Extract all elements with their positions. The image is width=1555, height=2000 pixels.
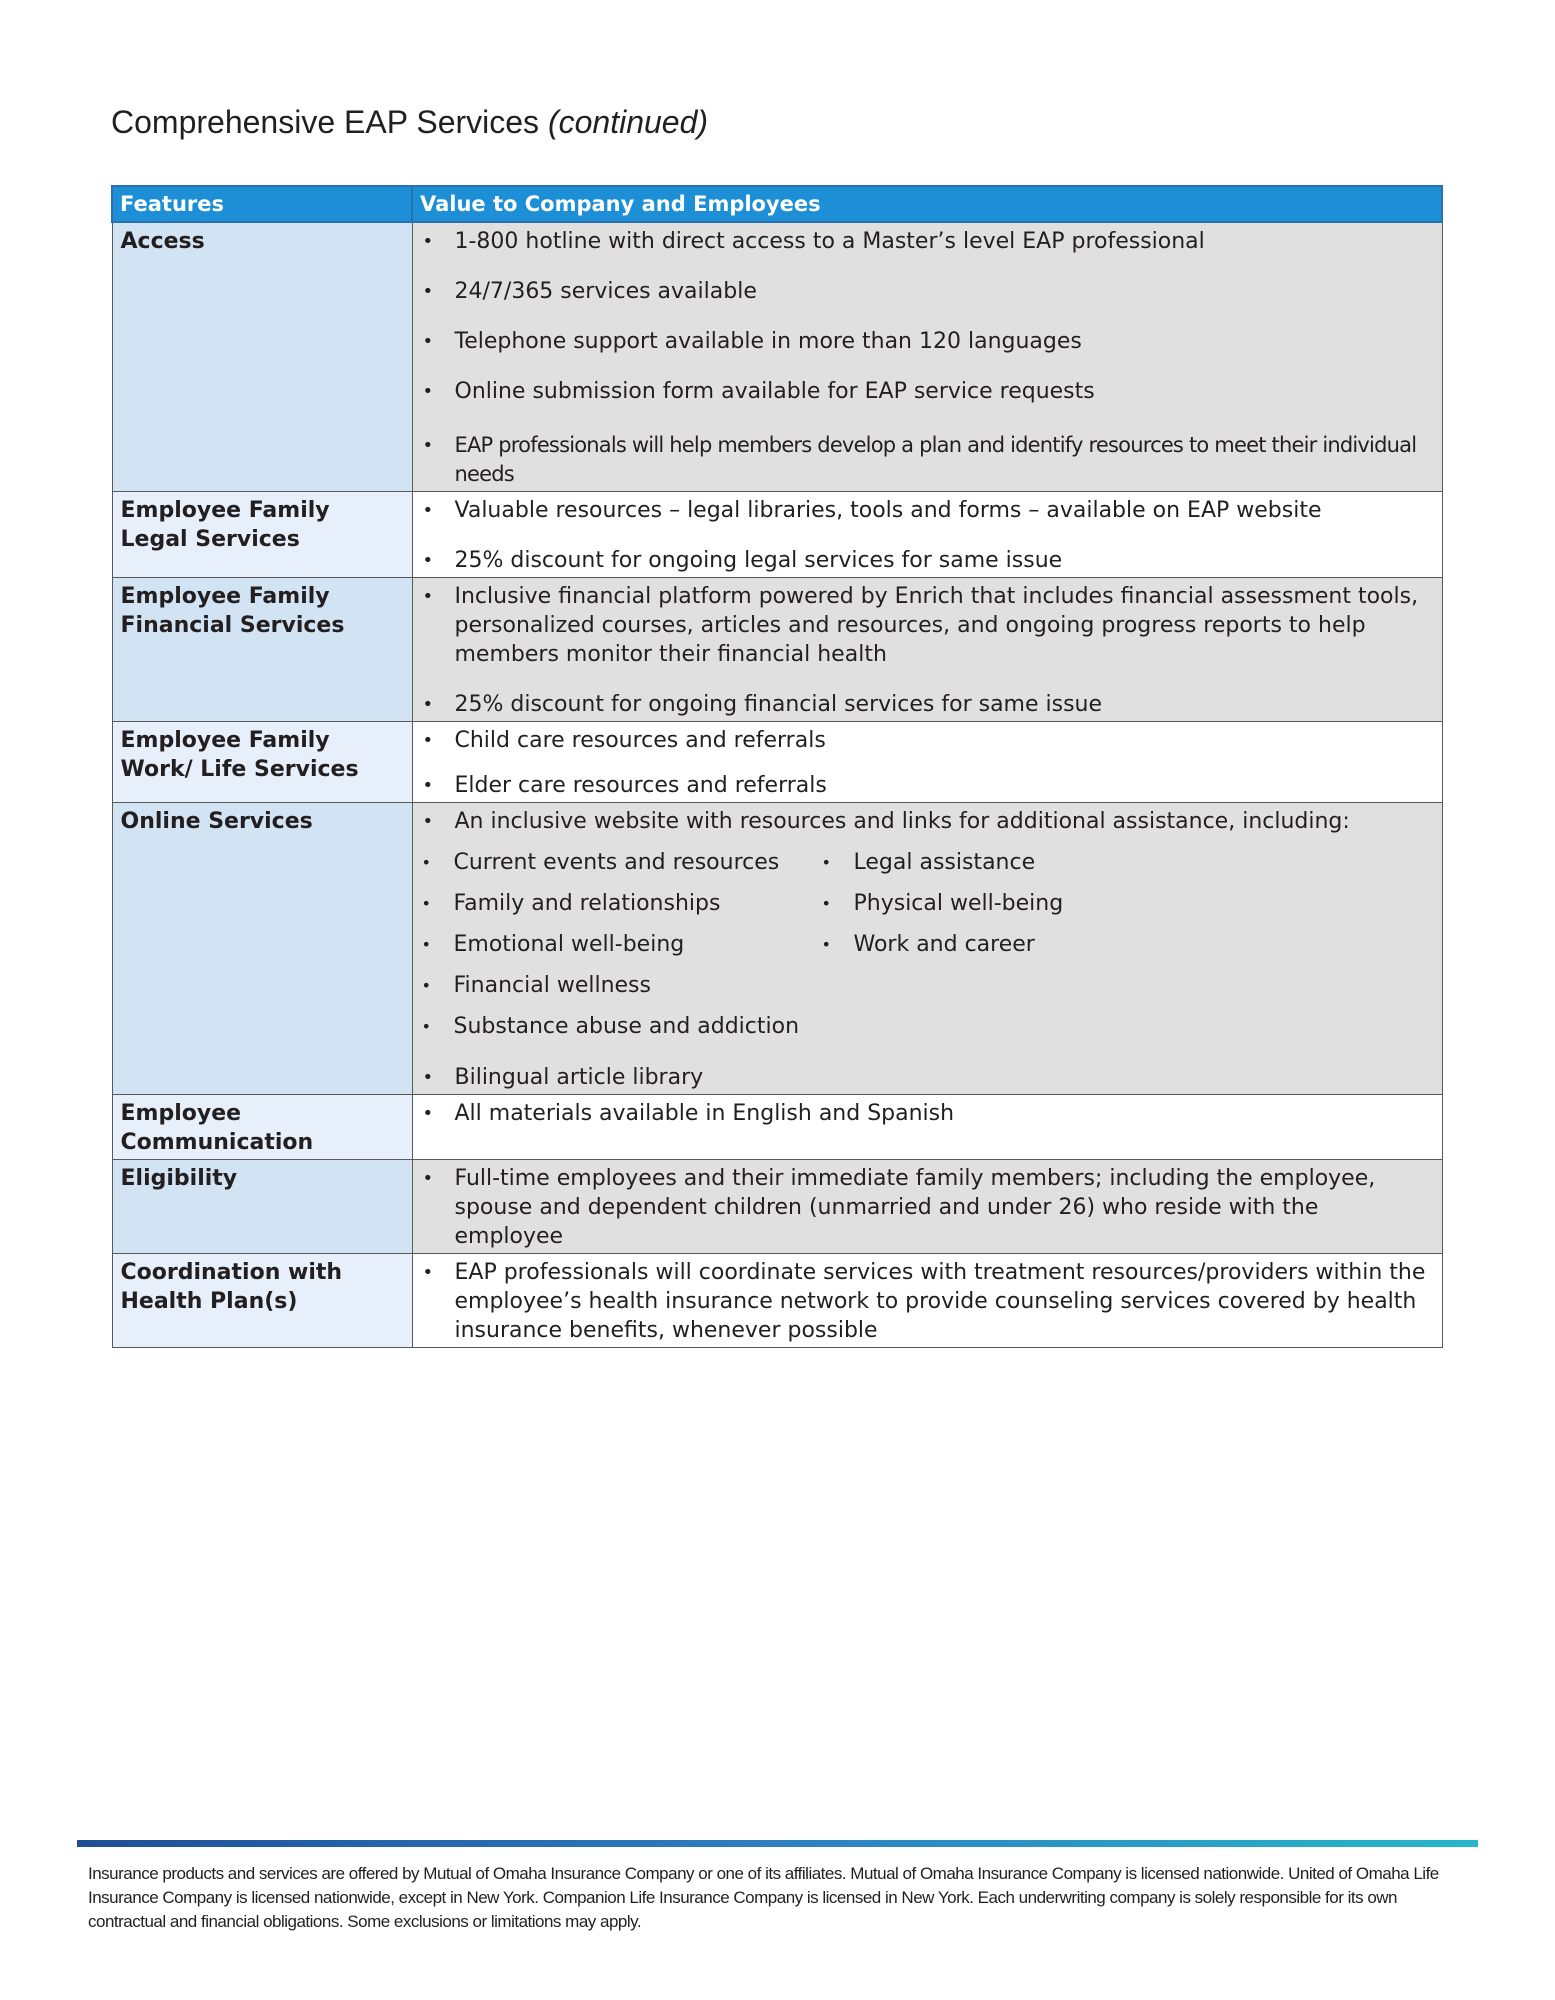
table-row-financial	[112, 578, 1442, 722]
list-item: • Bilingual article library	[421, 1063, 1434, 1092]
feature-cell: Eligibility	[112, 1160, 412, 1254]
sub-list-left	[421, 848, 821, 1041]
bullet-list	[421, 726, 1434, 800]
bullet-list	[421, 1258, 1434, 1345]
list-item: • Substance abuse and addiction	[421, 1012, 821, 1041]
list-item: • An inclusive website with resources and links for additional assistance, including:	[421, 807, 1434, 836]
bullet-list	[421, 1099, 1434, 1128]
page-title-text: Comprehensive EAP Services	[111, 104, 540, 140]
bullet-list	[421, 1164, 1434, 1251]
bullet-list	[421, 1063, 1434, 1092]
table-row-communication	[112, 1095, 1442, 1160]
table-row-legal	[112, 492, 1442, 578]
list-item: • Telephone support available in more than 120 languages	[421, 327, 1434, 356]
feature-cell: Access	[112, 222, 412, 492]
page-title-continued: (continued)	[547, 104, 709, 140]
value-cell	[412, 1254, 1442, 1348]
feature-cell: Coordination with Health Plan(s)	[112, 1254, 412, 1348]
list-item: • Inclusive financial platform powered by Enrich that includes financial assessment tools, personalized courses, articles and resources, and ongoing progress reports to help members monitor their financial health	[421, 582, 1434, 669]
list-item: • Current events and resources	[421, 848, 821, 877]
value-cell	[412, 578, 1442, 722]
value-cell	[412, 1160, 1442, 1254]
column-header-features: Features	[112, 186, 412, 222]
value-cell	[412, 1095, 1442, 1160]
footer-divider	[77, 1840, 1478, 1847]
table-row-access	[112, 222, 1442, 492]
feature-cell: Employee Family Work/ Life Services	[112, 722, 412, 803]
list-item: • 1-800 hotline with direct access to a Master’s level EAP professional	[421, 227, 1434, 256]
footer-disclaimer: Insurance products and services are offered by Mutual of Omaha Insurance Company or one of its affiliates. Mutual of Omaha Insurance Company is licensed nationwide. United of Omaha Life Insurance Company is licensed nationwide, except in New York. Companion Life Insurance Company is licensed in New York. Each underwriting company is solely responsible for its own contractual and financial obligations. Some exclusions or limitations may apply.	[88, 1864, 1439, 1931]
column-header-value: Value to Company and Employees	[412, 186, 1442, 222]
bullet-list	[421, 582, 1434, 719]
list-item: • Legal assistance	[821, 848, 1064, 877]
list-item: • Emotional well-being	[421, 930, 821, 959]
feature-cell: Employee Family Legal Services	[112, 492, 412, 578]
sub-list-right	[821, 848, 1064, 1041]
bullet-list	[421, 227, 1434, 489]
list-item: • Work and career	[821, 930, 1064, 959]
list-item: • Full-time employees and their immediate family members; including the employee, spouse and dependent children (unmarried and under 26) who reside with the employee	[421, 1164, 1434, 1251]
bullet-list	[421, 807, 1434, 836]
table-row-online	[112, 803, 1442, 1095]
features-table	[111, 185, 1443, 1348]
list-item: • 24/7/365 services available	[421, 277, 1434, 306]
value-cell	[412, 492, 1442, 578]
list-item: • Financial wellness	[421, 971, 821, 1000]
list-item: • All materials available in English and Spanish	[421, 1099, 1434, 1128]
list-item: • EAP professionals will help members develop a plan and identify resources to meet their individual needs	[421, 431, 1434, 489]
feature-cell: Online Services	[112, 803, 412, 1095]
feature-cell: Employee Communication	[112, 1095, 412, 1160]
page-title	[111, 104, 708, 141]
table-header-row	[112, 186, 1442, 222]
value-cell	[412, 722, 1442, 803]
feature-cell: Employee Family Financial Services	[112, 578, 412, 722]
list-item: • Physical well-being	[821, 889, 1064, 918]
sub-list	[421, 848, 1434, 1041]
table-row-coordination	[112, 1254, 1442, 1348]
list-item: • Online submission form available for EAP service requests	[421, 377, 1434, 406]
bullet-list	[421, 496, 1434, 575]
table-row-work-life	[112, 722, 1442, 803]
list-item: • Valuable resources – legal libraries, tools and forms – available on EAP website	[421, 496, 1434, 525]
list-item: • Family and relationships	[421, 889, 821, 918]
list-item: • 25% discount for ongoing financial services for same issue	[421, 690, 1434, 719]
list-item: • Child care resources and referrals	[421, 726, 1434, 755]
value-cell	[412, 803, 1442, 1095]
list-item: • Elder care resources and referrals	[421, 771, 1434, 800]
list-item: • 25% discount for ongoing legal services for same issue	[421, 546, 1434, 575]
value-cell	[412, 222, 1442, 492]
table-row-eligibility	[112, 1160, 1442, 1254]
list-item: • EAP professionals will coordinate services with treatment resources/providers within the employee’s health insurance network to provide counseling services covered by health insurance benefits, whenever possible	[421, 1258, 1434, 1345]
